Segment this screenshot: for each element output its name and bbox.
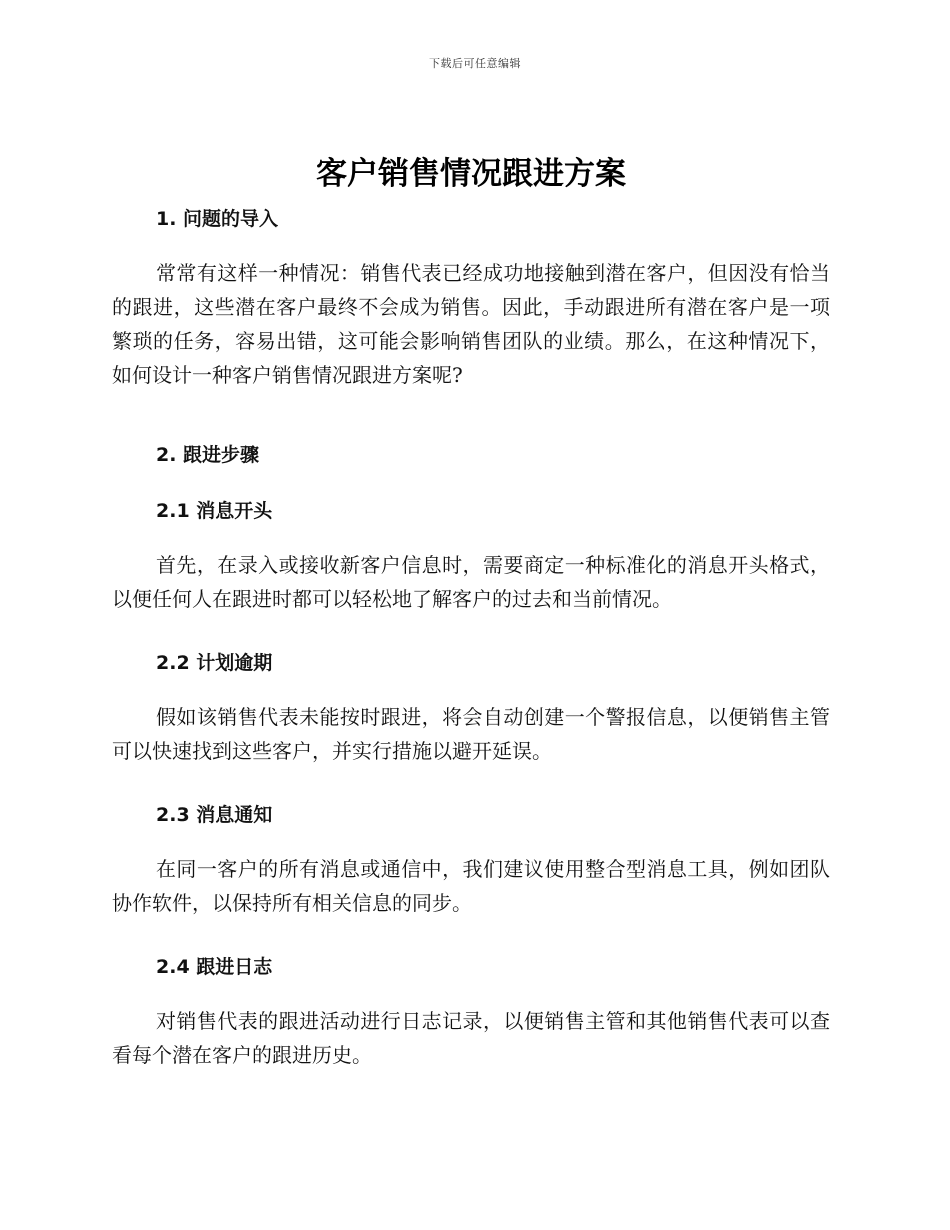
document-body [112, 148, 830, 1067]
section-2-4-paragraph: 对销售代表的跟进活动进行日志记录，以便销售主管和其他销售代表可以查看每个潜在客户的跟进历史。 [112, 1009, 830, 1067]
document-title: 客户销售情况跟进方案 [316, 156, 626, 192]
section-2-4-heading: 2.4 跟进日志 [156, 956, 273, 978]
header-note: 下载后可任意编辑 [429, 57, 521, 70]
section-2-heading: 2. 跟进步骤 [156, 444, 260, 466]
section-1-heading: 1. 问题的导入 [156, 208, 279, 230]
section-1-paragraph: 常常有这样一种情况：销售代表已经成功地接触到潜在客户，但因没有恰当的跟进，这些潜在客户最终不会成为销售。因此，手动跟进所有潜在客户是一项繁琐的任务，容易出错，这可能会影响销售团队的业绩。那么，在这种情况下，如何设计一种客户销售情况跟进方案呢? [112, 261, 830, 387]
section-2-3-paragraph: 在同一客户的所有消息或通信中，我们建议使用整合型消息工具，例如团队协作软件，以保持所有相关信息的同步。 [112, 857, 830, 915]
section-2-2-heading: 2.2 计划逾期 [156, 652, 273, 674]
section-2-1-heading: 2.1 消息开头 [156, 500, 273, 522]
section-2-2-paragraph: 假如该销售代表未能按时跟进，将会自动创建一个警报信息，以便销售主管可以快速找到这些客户，并实行措施以避开延误。 [112, 705, 830, 763]
section-2-3-heading: 2.3 消息通知 [156, 804, 273, 826]
section-2-1-paragraph: 首先，在录入或接收新客户信息时，需要商定一种标准化的消息开头格式，以便任何人在跟进时都可以轻松地了解客户的过去和当前情况。 [112, 553, 830, 611]
